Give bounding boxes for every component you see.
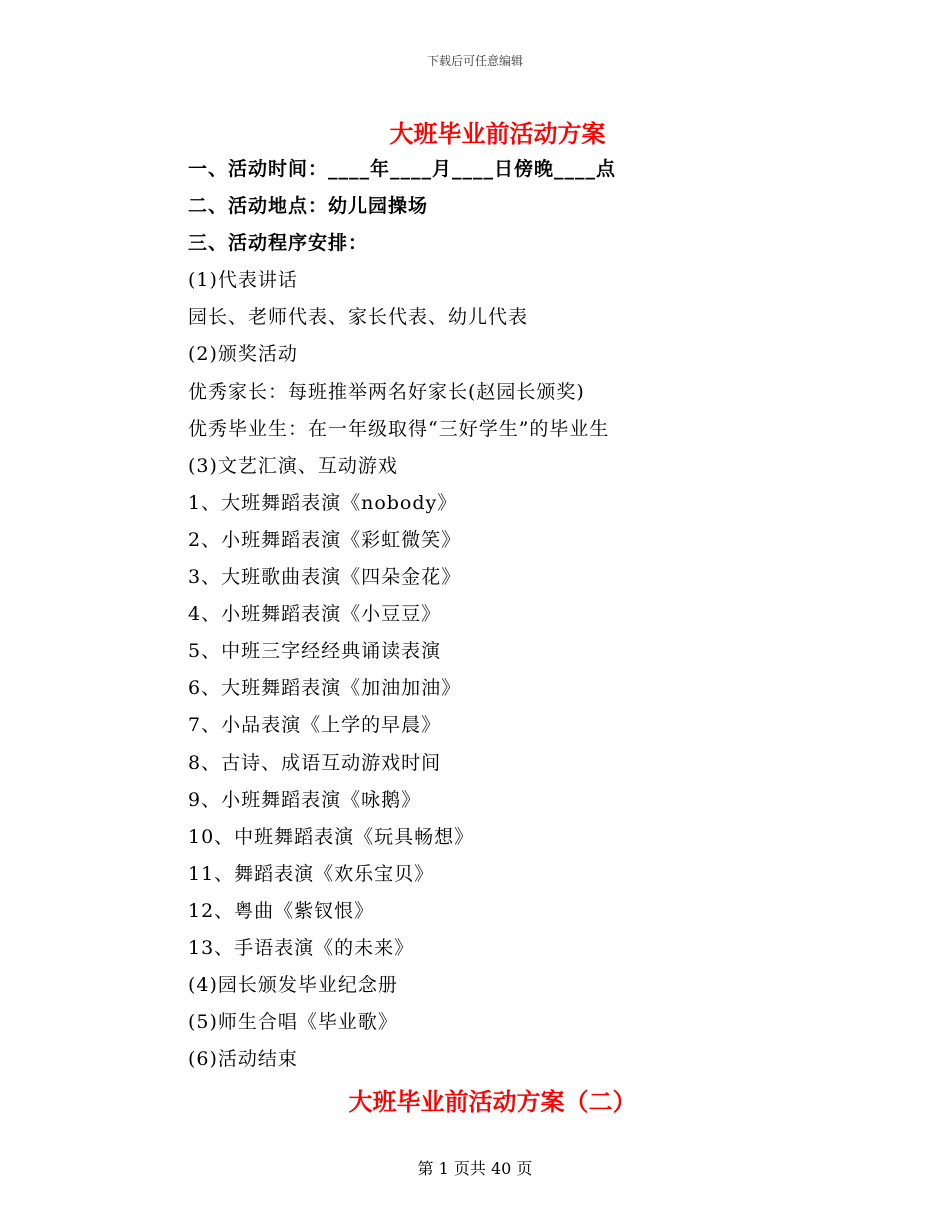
body-text-line: 10、中班舞蹈表演《玩具畅想》	[188, 825, 475, 848]
body-text-line: 9、小班舞蹈表演《咏鹅》	[188, 788, 422, 811]
next-section-title: 大班毕业前活动方案（二）	[348, 1087, 637, 1116]
section-heading-line: 一、活动时间：____年____月____日傍晚____点	[188, 158, 617, 180]
body-text-line: (1)代表讲话	[188, 269, 298, 292]
body-text-line: (4)园长颁发毕业纪念册	[188, 974, 398, 997]
body-text-line: 园长、老师代表、家长代表、幼儿代表	[188, 306, 529, 329]
body-text-line: 优秀毕业生：在一年级取得“三好学生”的毕业生	[188, 417, 610, 440]
body-text-line: 1、大班舞蹈表演《nobody》	[188, 491, 458, 514]
page-header-note: 下载后可任意编辑	[426, 54, 523, 68]
body-text-line: 13、手语表演《的未来》	[188, 936, 415, 959]
body-text-line: 5、中班三字经经典诵读表演	[188, 640, 442, 663]
body-text-line: 12、粤曲《紫钗恨》	[188, 899, 375, 922]
body-text-line: 3、大班歌曲表演《四朵金花》	[188, 566, 462, 589]
document-title: 大班毕业前活动方案	[389, 119, 606, 148]
body-text-line: 11、舞蹈表演《欢乐宝贝》	[188, 862, 435, 885]
body-text-line: 8、古诗、成语互动游戏时间	[188, 751, 442, 774]
body-text-line: 优秀家长：每班推举两名好家长(赵园长颁奖)	[188, 380, 585, 403]
body-text-line: 6、大班舞蹈表演《加油加油》	[188, 677, 462, 700]
body-text-line: (2)颁奖活动	[188, 343, 298, 366]
body-text-line: (5)师生合唱《毕业歌》	[188, 1011, 398, 1034]
body-text-line: 7、小品表演《上学的早晨》	[188, 714, 442, 737]
page-footer: 第 1 页共 40 页	[417, 1159, 533, 1178]
body-text-line: (6)活动结束	[188, 1048, 298, 1071]
body-text-line: 2、小班舞蹈表演《彩虹微笑》	[188, 528, 462, 551]
body-text-line: (3)文艺汇演、互动游戏	[188, 454, 398, 477]
section-heading-line: 二、活动地点：幼儿园操场	[188, 195, 429, 218]
document-body	[188, 151, 888, 1078]
section-heading-line: 三、活动程序安排：	[188, 232, 369, 255]
body-text-line: 4、小班舞蹈表演《小豆豆》	[188, 603, 442, 626]
